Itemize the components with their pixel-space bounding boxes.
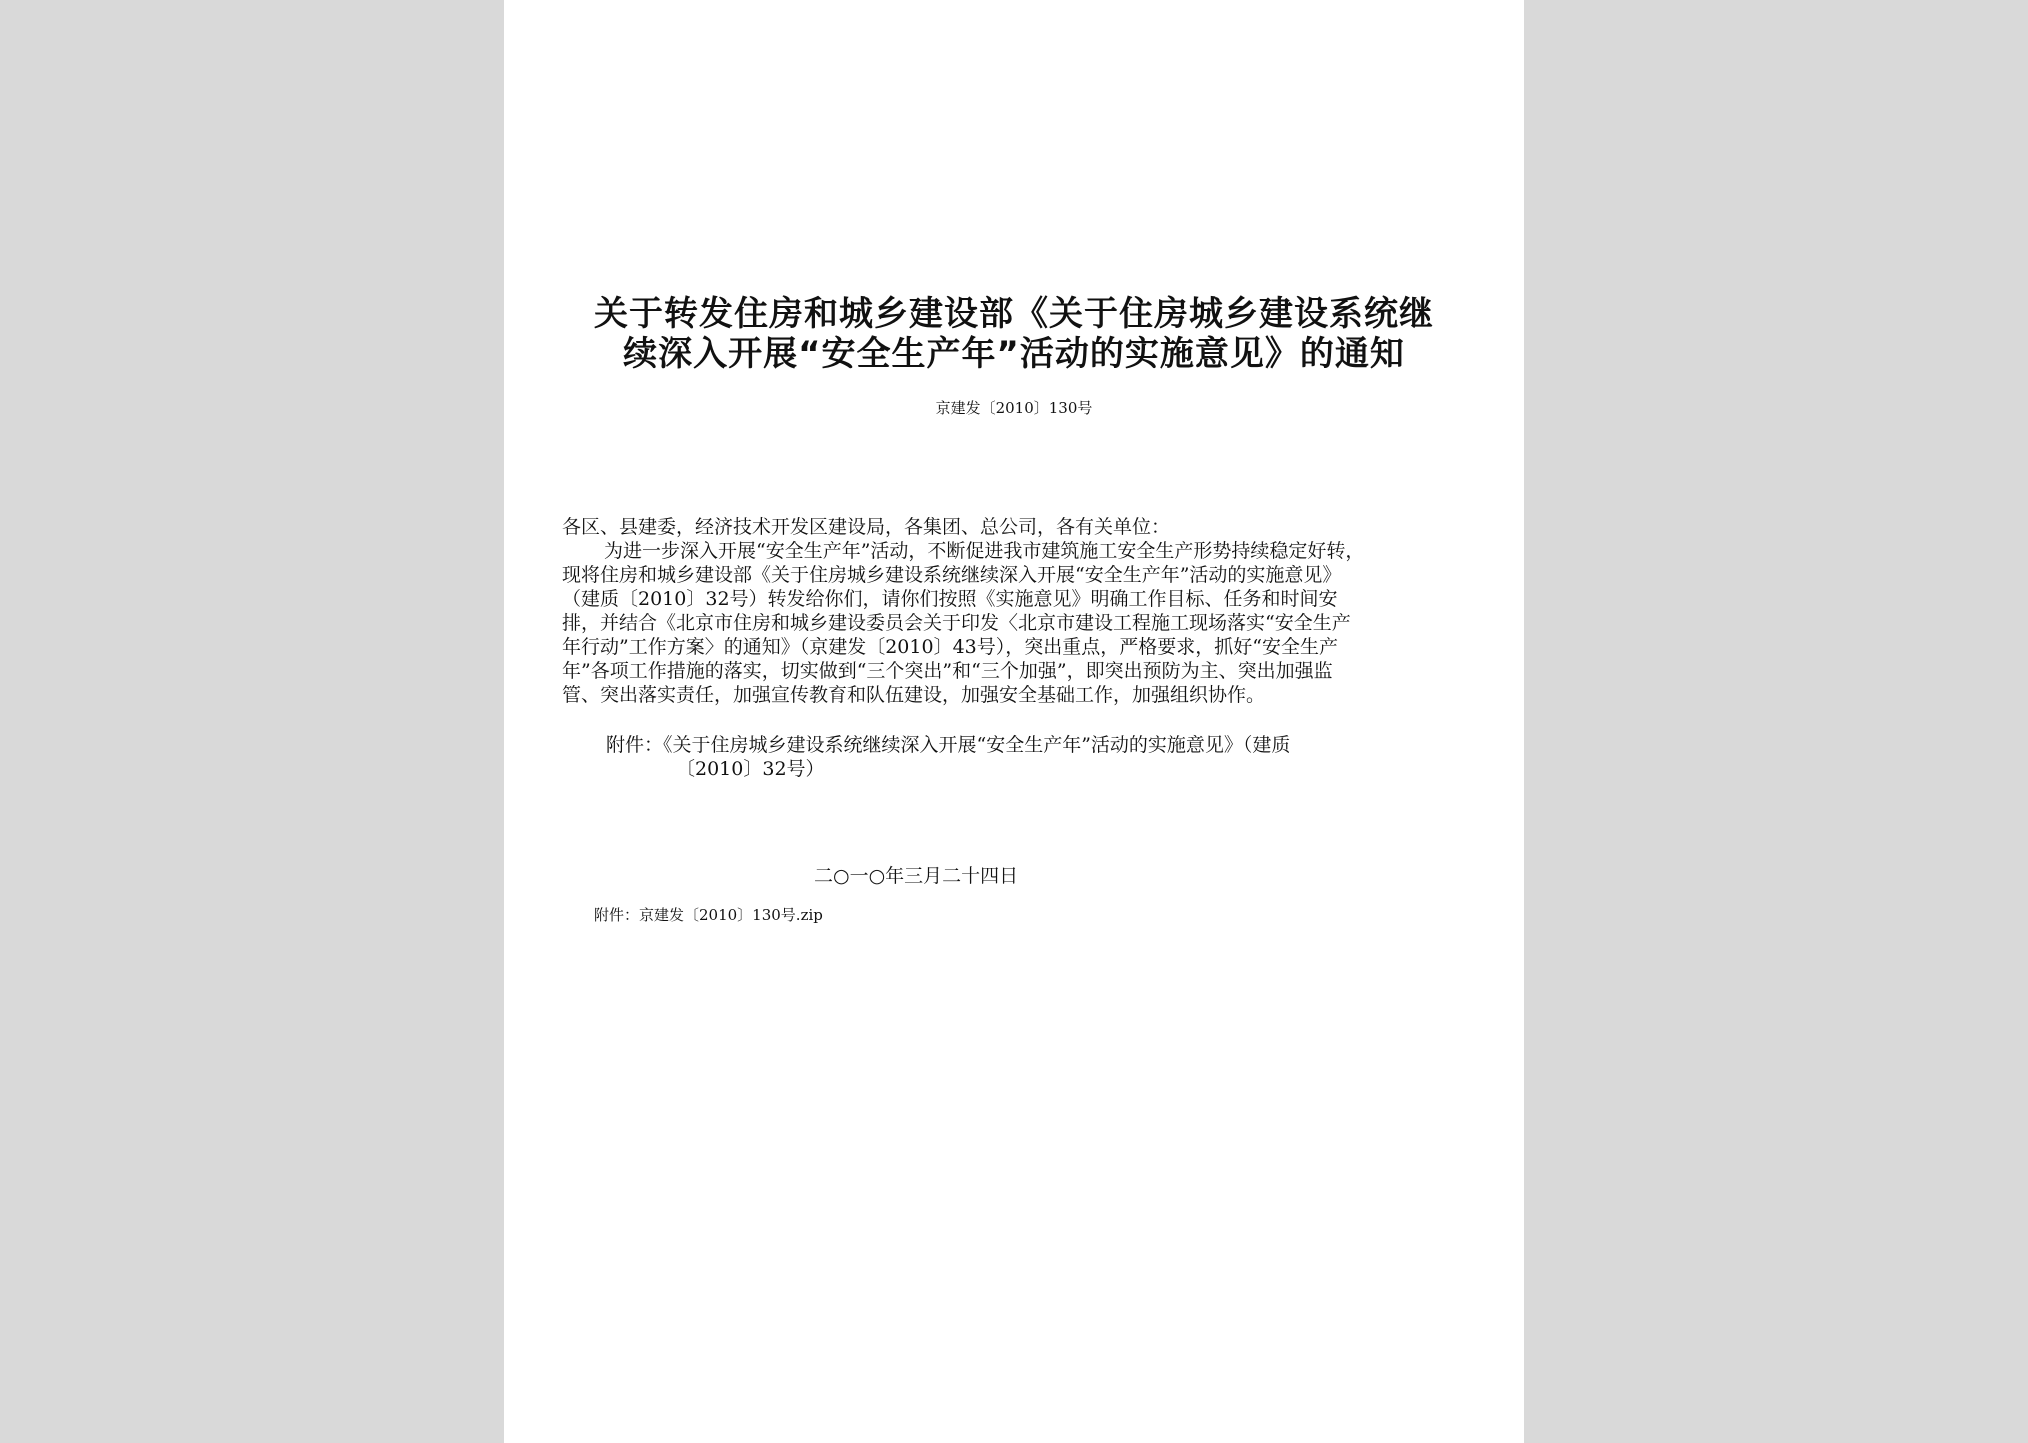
body-line: 年”各项工作措施的落实，切实做到“三个突出”和“三个加强”，即突出预防为主、突出加强监 — [562, 660, 1333, 682]
document-date: 二○一○年三月二十四日 — [814, 865, 1019, 887]
body-line: 现将住房和城乡建设部《关于住房城乡建设系统继续深入开展“安全生产年”活动的实施意见》 — [562, 564, 1342, 586]
body-line: （建质〔2010〕32号）转发给你们，请你们按照《实施意见》明确工作目标、任务和时间安 — [562, 588, 1338, 610]
attachment-reference-cont: 〔2010〕32号） — [676, 758, 825, 780]
body-line: 管、突出落实责任，加强宣传教育和队伍建设，加强安全基础工作，加强组织协作。 — [562, 684, 1266, 706]
body-line: 年行动”工作方案〉的通知》（京建发〔2010〕43号），突出重点，严格要求，抓好“安全生产 — [562, 636, 1338, 658]
body-line: 为进一步深入开展“安全生产年”活动，不断促进我市建筑施工安全生产形势持续稳定好转， — [604, 540, 1365, 562]
body-line: 排，并结合《北京市住房和城乡建设委员会关于印发〈北京市建设工程施工现场落实“安全生产 — [562, 612, 1351, 634]
attachment-reference: 附件：《关于住房城乡建设系统继续深入开展“安全生产年”活动的实施意见》（建质 — [606, 734, 1291, 756]
document-page — [504, 0, 1524, 1443]
attachment-file-link[interactable]: 附件：京建发〔2010〕130号.zip — [594, 906, 823, 924]
document-number: 京建发〔2010〕130号 — [935, 399, 1093, 417]
document-title-line2: 续深入开展“安全生产年”活动的实施意见》的通知 — [623, 334, 1405, 374]
document-title-line1: 关于转发住房和城乡建设部《关于住房城乡建设系统继 — [594, 294, 1434, 334]
salutation: 各区、县建委，经济技术开发区建设局，各集团、总公司，各有关单位： — [562, 516, 1171, 538]
